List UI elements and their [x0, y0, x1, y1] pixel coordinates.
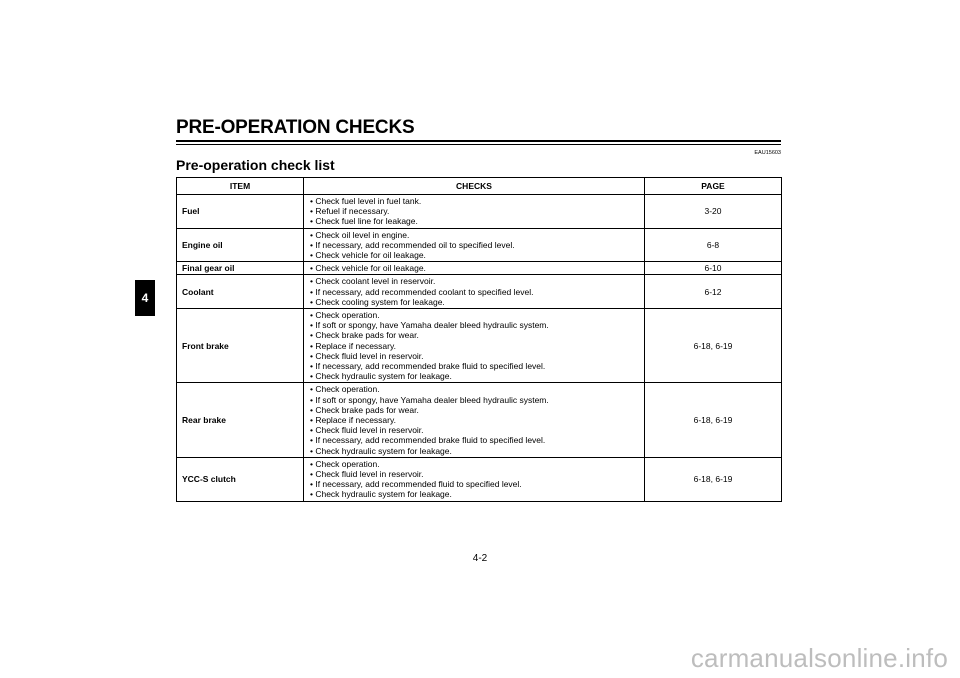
checks-cell: [304, 228, 645, 262]
section-tab: [135, 280, 155, 316]
item-cell: YCC-S clutch: [177, 457, 304, 501]
check-item: • Check fluid level in reservoir.: [310, 469, 644, 479]
section-heading: Pre-operation check list: [176, 157, 335, 173]
check-item: • Replace if necessary.: [310, 415, 644, 425]
check-item: • Check fuel level in fuel tank.: [310, 196, 644, 206]
column-header-checks: CHECKS: [304, 178, 645, 195]
check-item: • If soft or spongy, have Yamaha dealer bleed hydraulic system.: [310, 395, 644, 405]
check-item: • Check hydraulic system for leakage.: [310, 371, 644, 381]
check-item: • Refuel if necessary.: [310, 206, 644, 216]
page-reference-cell: 6-8: [645, 228, 782, 262]
page-reference-cell: 6-10: [645, 262, 782, 275]
section-tab-label: 4: [141, 291, 149, 305]
doc-code: EAU15603: [754, 150, 781, 156]
table-row: [177, 228, 782, 262]
column-header-item: ITEM: [177, 178, 304, 195]
pre-operation-check-table: [176, 177, 782, 502]
title-rule: [176, 140, 781, 145]
checks-cell: [304, 275, 645, 309]
table-row: [177, 457, 782, 501]
check-item: • Check coolant level in reservoir.: [310, 276, 644, 286]
table-row: [177, 309, 782, 383]
table-row: [177, 195, 782, 229]
table-body: [177, 195, 782, 502]
checks-cell: [304, 262, 645, 275]
check-item: • If necessary, add recommended coolant to specified level.: [310, 287, 644, 297]
checks-cell: [304, 383, 645, 457]
check-item: • Check fluid level in reservoir.: [310, 351, 644, 361]
item-cell: Engine oil: [177, 228, 304, 262]
check-item: • Check hydraulic system for leakage.: [310, 446, 644, 456]
item-cell: Front brake: [177, 309, 304, 383]
item-cell: Rear brake: [177, 383, 304, 457]
check-item: • Check fluid level in reservoir.: [310, 425, 644, 435]
page-reference-cell: 6-18, 6-19: [645, 383, 782, 457]
item-cell: Coolant: [177, 275, 304, 309]
check-item: • Replace if necessary.: [310, 341, 644, 351]
checks-cell: [304, 309, 645, 383]
checks-cell: [304, 457, 645, 501]
check-item: • If necessary, add recommended fluid to specified level.: [310, 479, 644, 489]
table-row: [177, 383, 782, 457]
page-reference-cell: 3-20: [645, 195, 782, 229]
item-cell: Fuel: [177, 195, 304, 229]
check-item: • Check cooling system for leakage.: [310, 297, 644, 307]
check-item: • Check fuel line for leakage.: [310, 216, 644, 226]
check-item: • Check operation.: [310, 384, 644, 394]
check-item: • If necessary, add recommended brake fluid to specified level.: [310, 435, 644, 445]
column-header-page: PAGE: [645, 178, 782, 195]
watermark: carmanualsonline.info: [690, 643, 948, 673]
check-item: • Check operation.: [310, 310, 644, 320]
table-row: [177, 262, 782, 275]
table-header-row: [177, 178, 782, 195]
check-item: • Check operation.: [310, 459, 644, 469]
check-item: • Check brake pads for wear.: [310, 405, 644, 415]
check-item: • Check vehicle for oil leakage.: [310, 263, 644, 273]
page-reference-cell: 6-18, 6-19: [645, 309, 782, 383]
page-number: 4-2: [472, 553, 488, 564]
check-item: • Check hydraulic system for leakage.: [310, 489, 644, 499]
table-row: [177, 275, 782, 309]
item-cell: Final gear oil: [177, 262, 304, 275]
check-item: • If necessary, add recommended oil to specified level.: [310, 240, 644, 250]
check-item: • If necessary, add recommended brake fluid to specified level.: [310, 361, 644, 371]
check-item: • If soft or spongy, have Yamaha dealer bleed hydraulic system.: [310, 320, 644, 330]
check-item: • Check oil level in engine.: [310, 230, 644, 240]
check-item: • Check vehicle for oil leakage.: [310, 250, 644, 260]
page-title: PRE-OPERATION CHECKS: [176, 117, 415, 138]
check-item: • Check brake pads for wear.: [310, 330, 644, 340]
checks-cell: [304, 195, 645, 229]
table-header: [177, 178, 782, 195]
page-reference-cell: 6-12: [645, 275, 782, 309]
page-reference-cell: 6-18, 6-19: [645, 457, 782, 501]
